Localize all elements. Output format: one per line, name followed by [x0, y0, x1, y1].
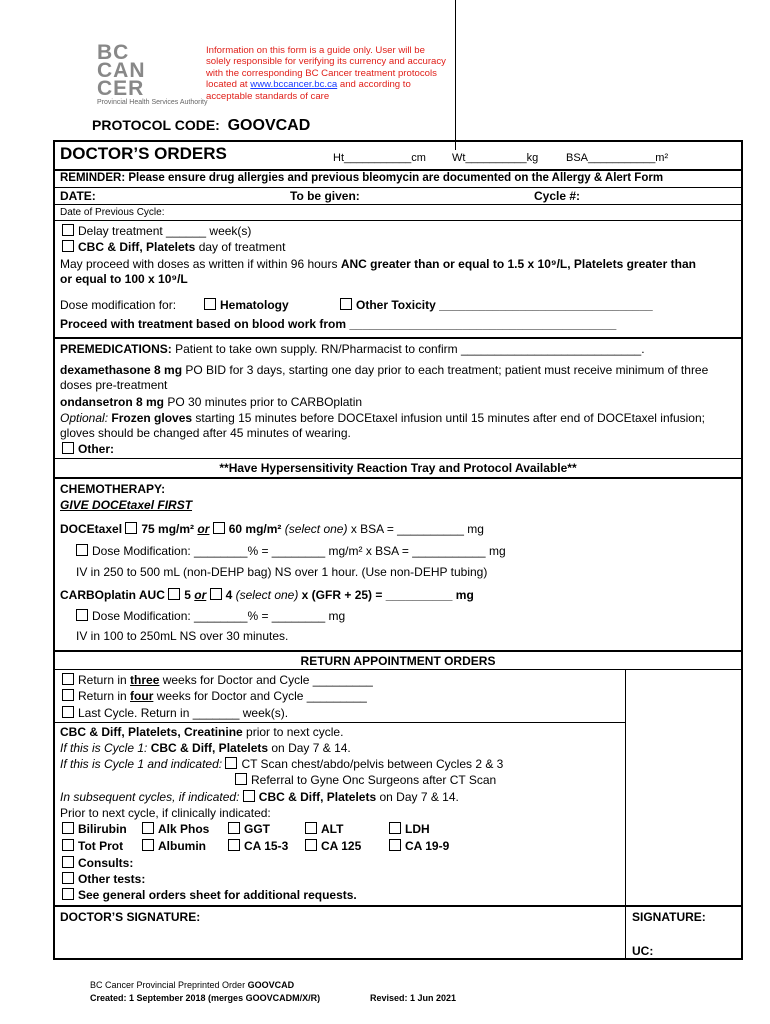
- bc-cancer-logo: BC CAN CER: [97, 41, 146, 100]
- chemotherapy-title: CHEMOTHERAPY:: [60, 482, 166, 496]
- checkbox[interactable]: [76, 544, 88, 556]
- checkbox[interactable]: [235, 773, 247, 785]
- checkbox[interactable]: [340, 298, 352, 310]
- bsa-field[interactable]: BSA___________m²: [566, 152, 669, 164]
- docetaxel-iv: IV in 250 to 500 mL (non-DEHP bag) NS over 1 hour. (Use non-DEHP tubing): [76, 565, 488, 579]
- cycle-label[interactable]: Cycle #:: [534, 189, 581, 203]
- checkbox-auc5[interactable]: [168, 588, 180, 600]
- test-ldh[interactable]: LDH: [389, 822, 430, 836]
- height-field[interactable]: Ht___________cm: [333, 152, 426, 164]
- to-be-given-label[interactable]: To be given:: [290, 189, 360, 203]
- checkbox[interactable]: [76, 609, 88, 621]
- disclaimer: Information on this form is a guide only. User will be solely responsible for verifying its currency and accuracy with the corresponding BC Cancer treatment protocols located at www.bccancer.bc.ca and according to acceptable standards of care: [206, 45, 446, 102]
- test-albumin[interactable]: Albumin: [142, 839, 206, 853]
- checkbox[interactable]: [243, 790, 255, 802]
- date-label[interactable]: DATE:: [60, 189, 96, 203]
- reminder: REMINDER: Please ensure drug allergies and previous bleomycin are documented on the Allergy & Alert Form: [60, 172, 664, 184]
- test-ggt[interactable]: GGT: [228, 822, 270, 836]
- vertical-rule: [455, 0, 456, 150]
- see-general-orders[interactable]: See general orders sheet for additional requests.: [62, 888, 357, 902]
- previous-cycle-date[interactable]: Date of Previous Cycle:: [60, 207, 165, 218]
- checkbox[interactable]: [62, 442, 74, 454]
- uc-label[interactable]: UC:: [632, 944, 654, 958]
- footer-created: Created: 1 September 2018 (merges GOOVCADM/X/R): [90, 993, 321, 1003]
- frozen-gloves-line1: Optional: Frozen gloves starting 15 minutes before DOCEtaxel infusion until 15 minutes after end of DOCEtaxel infusion;: [60, 411, 705, 425]
- ondansetron-line: ondansetron 8 mg PO 30 minutes prior to CARBOplatin: [60, 395, 363, 409]
- other-toxicity-option[interactable]: Other Toxicity ________________________________: [340, 298, 653, 312]
- docetaxel-dose-line: DOCEtaxel 75 mg/m² or 60 mg/m² (select one) x BSA = __________ mg: [60, 522, 484, 536]
- checkbox[interactable]: [142, 822, 154, 834]
- dose-modification-label: Dose modification for:: [60, 298, 177, 312]
- checkbox[interactable]: [62, 839, 74, 851]
- proceed-criteria-line2: or equal to 100 x 10⁹/L: [60, 272, 188, 286]
- premedications-header: PREMEDICATIONS: Patient to take own supply. RN/Pharmacist to confirm ___________________________.: [60, 342, 645, 356]
- return-three-weeks[interactable]: Return in three weeks for Doctor and Cycle _________: [62, 673, 373, 687]
- test-alkphos[interactable]: Alk Phos: [142, 822, 209, 836]
- proceed-blood-work[interactable]: Proceed with treatment based on blood work from ________________________________________: [60, 317, 617, 331]
- frozen-gloves-line2: gloves should be changed after 45 minutes of wearing.: [60, 426, 351, 440]
- return-four-weeks[interactable]: Return in four weeks for Doctor and Cycle _________: [62, 689, 367, 703]
- labs-line2: If this is Cycle 1: CBC & Diff, Platelets on Day 7 & 14.: [60, 741, 351, 755]
- checkbox[interactable]: [305, 839, 317, 851]
- checkbox-60[interactable]: [213, 522, 225, 534]
- checkbox[interactable]: [62, 856, 74, 868]
- weight-field[interactable]: Wt__________kg: [452, 152, 539, 164]
- checkbox[interactable]: [142, 839, 154, 851]
- checkbox[interactable]: [225, 757, 237, 769]
- checkbox[interactable]: [204, 298, 216, 310]
- dexamethasone-line2: doses pre-treatment: [60, 378, 168, 392]
- footer-line1: BC Cancer Provincial Preprinted Order GOOVCAD: [90, 980, 295, 990]
- other-tests[interactable]: Other tests:: [62, 872, 145, 886]
- carboplatin-dose-modification[interactable]: Dose Modification: ________% = ________ mg: [76, 609, 345, 623]
- test-ca153[interactable]: CA 15-3: [228, 839, 288, 853]
- test-ca199[interactable]: CA 19-9: [389, 839, 449, 853]
- checkbox[interactable]: [62, 240, 74, 252]
- test-totprot[interactable]: Tot Prot: [62, 839, 123, 853]
- cbc-day-of-treatment[interactable]: CBC & Diff, Platelets day of treatment: [62, 240, 285, 254]
- return-appointment-title: RETURN APPOINTMENT ORDERS: [300, 654, 496, 668]
- logo-subtitle: Provincial Health Services Authority: [97, 99, 208, 106]
- hypersensitivity-note: **Have Hypersensitivity Reaction Tray and Protocol Available**: [219, 461, 577, 475]
- labs-line3[interactable]: If this is Cycle 1 and indicated: CT Scan chest/abdo/pelvis between Cycles 2 & 3: [60, 757, 504, 771]
- hematology-option[interactable]: Hematology: [204, 298, 289, 312]
- carboplatin-iv: IV in 100 to 250mL NS over 30 minutes.: [76, 629, 289, 643]
- labs-line4[interactable]: Referral to Gyne Onc Surgeons after CT Scan: [235, 773, 496, 787]
- checkbox[interactable]: [389, 822, 401, 834]
- dexamethasone-line1: dexamethasone 8 mg PO BID for 3 days, starting one day prior to each treatment; patient must receive minimum of three: [60, 363, 709, 377]
- checkbox-auc4[interactable]: [210, 588, 222, 600]
- labs-line6: Prior to next cycle, if clinically indicated:: [60, 806, 271, 820]
- premed-other[interactable]: Other:: [62, 442, 114, 456]
- checkbox[interactable]: [62, 689, 74, 701]
- carboplatin-dose-line: CARBOplatin AUC 5 or 4 (select one) x (GFR + 25) = __________ mg: [60, 588, 474, 602]
- checkbox[interactable]: [62, 706, 74, 718]
- checkbox[interactable]: [228, 822, 240, 834]
- checkbox[interactable]: [62, 224, 74, 236]
- docetaxel-dose-modification[interactable]: Dose Modification: ________% = ________ mg/m² x BSA = ___________ mg: [76, 544, 506, 558]
- test-bilirubin[interactable]: Bilirubin: [62, 822, 127, 836]
- bccancer-link[interactable]: www.bccancer.bc.ca: [250, 79, 338, 91]
- checkbox[interactable]: [62, 822, 74, 834]
- checkbox[interactable]: [62, 888, 74, 900]
- doctors-orders-title: DOCTOR’S ORDERS: [60, 144, 227, 163]
- proceed-criteria-line1: May proceed with doses as written if within 96 hours ANC greater than or equal to 1.5 x 10⁹/L, Platelets greater than: [60, 257, 696, 271]
- checkbox[interactable]: [305, 822, 317, 834]
- footer-revised: Revised: 1 Jun 2021: [370, 993, 457, 1003]
- checkbox-75[interactable]: [125, 522, 137, 534]
- checkbox[interactable]: [389, 839, 401, 851]
- labs-line5[interactable]: In subsequent cycles, if indicated: CBC & Diff, Platelets on Day 7 & 14.: [60, 790, 459, 804]
- give-docetaxel-first: GIVE DOCEtaxel FIRST: [60, 498, 193, 512]
- doctors-signature-label[interactable]: DOCTOR’S SIGNATURE:: [60, 910, 201, 924]
- signature-label[interactable]: SIGNATURE:: [632, 910, 706, 924]
- checkbox[interactable]: [62, 673, 74, 685]
- checkbox[interactable]: [228, 839, 240, 851]
- consults[interactable]: Consults:: [62, 856, 133, 870]
- test-alt[interactable]: ALT: [305, 822, 343, 836]
- last-cycle[interactable]: Last Cycle. Return in _______ week(s).: [62, 706, 288, 720]
- delay-treatment[interactable]: Delay treatment ______ week(s): [62, 224, 251, 238]
- test-ca125[interactable]: CA 125: [305, 839, 361, 853]
- labs-line1: CBC & Diff, Platelets, Creatinine prior to next cycle.: [60, 725, 344, 739]
- checkbox[interactable]: [62, 872, 74, 884]
- protocol-code: PROTOCOL CODE: GOOVCAD: [92, 117, 311, 134]
